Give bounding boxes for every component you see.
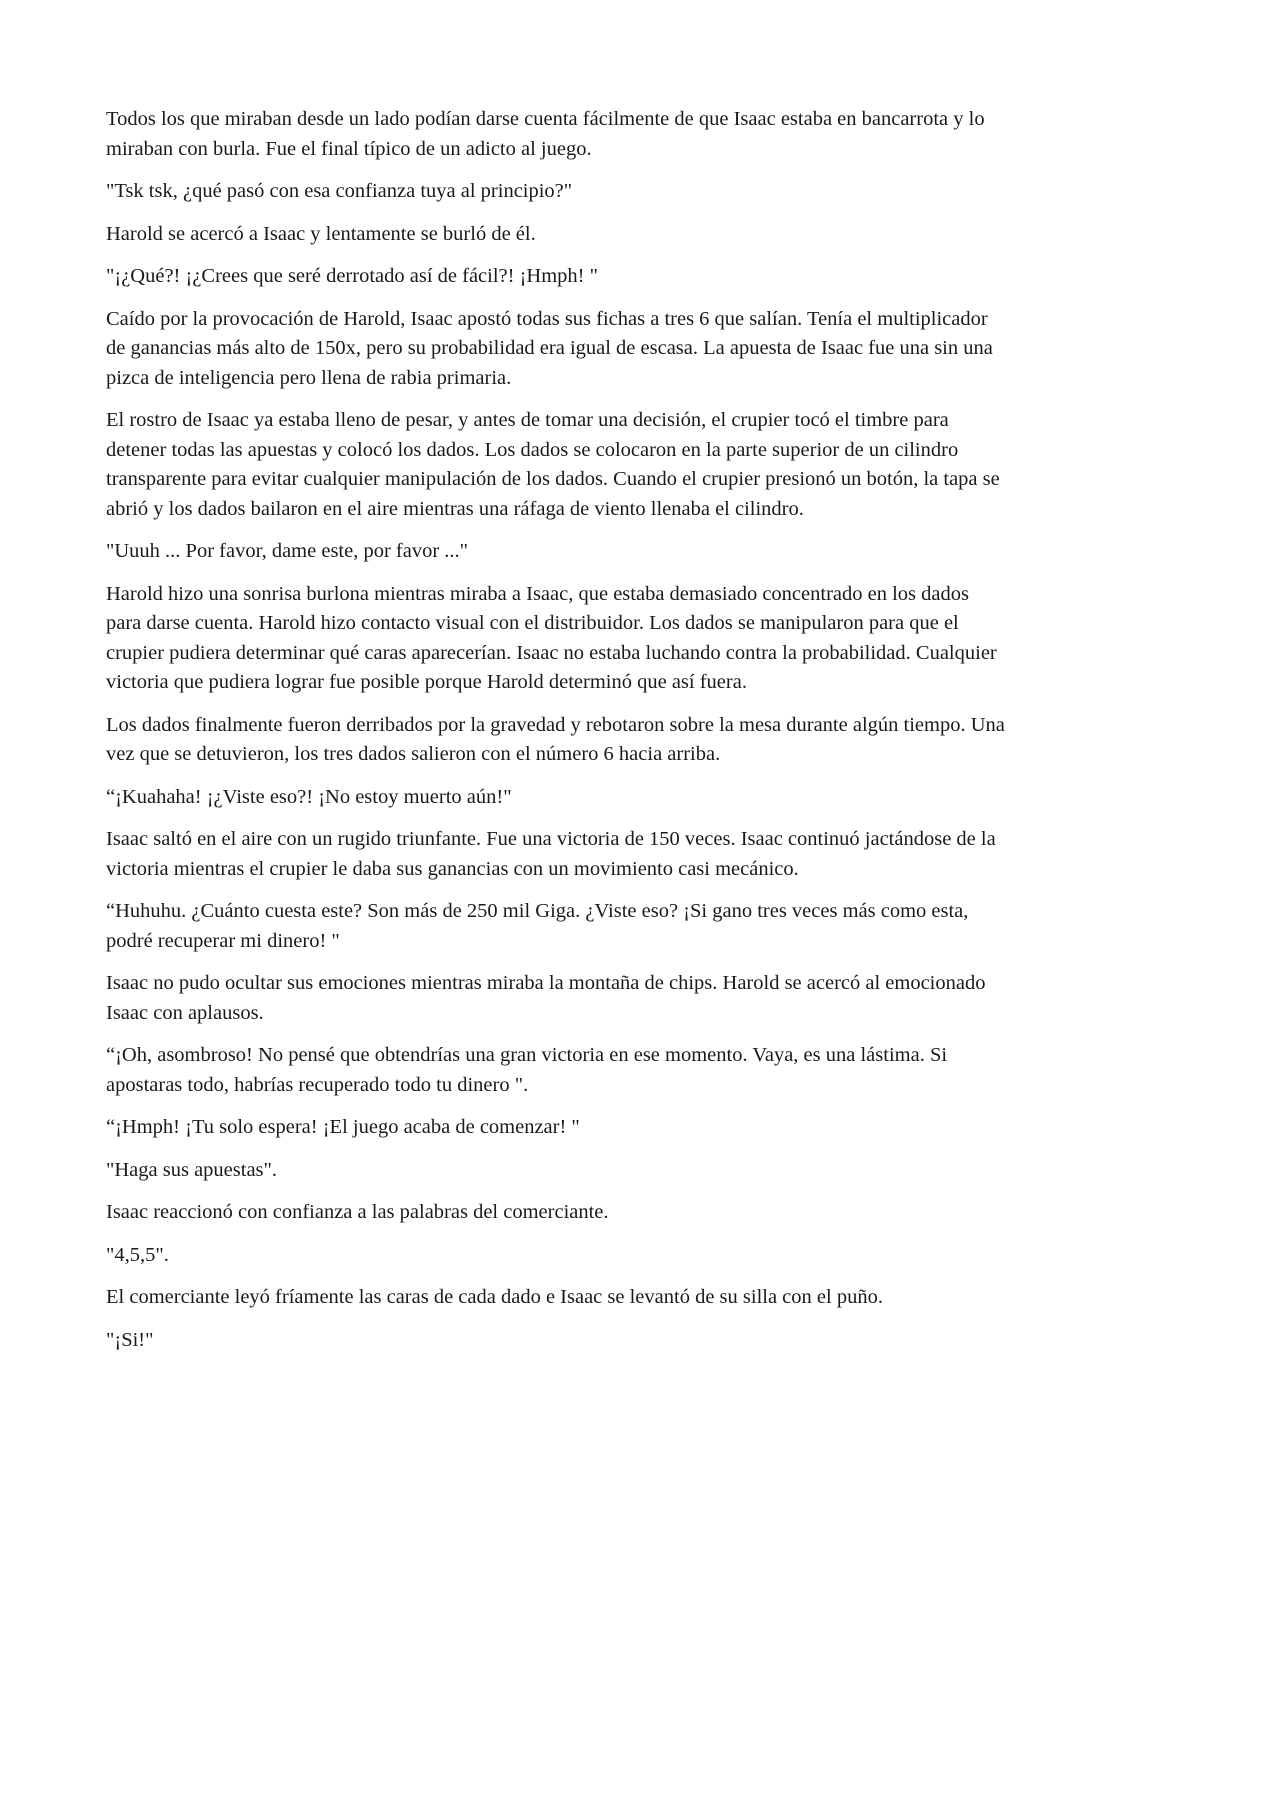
- paragraph: "¡Si!": [106, 1328, 154, 1351]
- paragraph: Harold hizo una sonrisa burlona mientras miraba a Isaac, que estaba demasiado concentrado en los dados para darse cuenta. Harold hizo contacto visual con el distribuidor. Los dados se manipularon para que el crupier pudiera determinar qué caras aparecerían. Isaac no estaba luchando contra la probabilidad. Cualquier victoria que pudiera lograr fue posible porque Harold determinó que así fuera.: [106, 582, 997, 693]
- paragraph: “¡Oh, asombroso! No pensé que obtendrías una gran victoria en ese momento. Vaya, es una lástima. Si apostaras todo, habrías recuperado todo tu dinero ".: [106, 1044, 948, 1096]
- paragraph: Los dados finalmente fueron derribados por la gravedad y rebotaron sobre la mesa durante algún tiempo. Una vez que se detuvieron, los tres dados salieron con el número 6 hacia arriba.: [106, 713, 1005, 765]
- paragraph: Isaac saltó en el aire con un rugido triunfante. Fue una victoria de 150 veces. Isaac continuó jactándose de la victoria mientras el crupier le daba sus ganancias con un movimiento casi mecánico.: [106, 828, 996, 880]
- paragraph: "¡¿Qué?! ¡¿Crees que seré derrotado así de fácil?! ¡Hmph! ": [106, 265, 598, 287]
- paragraph: “¡Hmph! ¡Tu solo espera! ¡El juego acaba de comenzar! ": [106, 1116, 580, 1138]
- paragraph: "Haga sus apuestas".: [106, 1158, 278, 1181]
- document-body: [106, 105, 1008, 1368]
- paragraph: El rostro de Isaac ya estaba lleno de pesar, y antes de tomar una decisión, el crupier tocó el timbre para detener todas las apuestas y colocó los dados. Los dados se colocaron en la parte superior de un cilindro transparente para evitar cualquier manipulación de los dados. Cuando el crupier presionó un botón, la tapa se abrió y los dados bailaron en el aire mientras una ráfaga de viento llenaba el cilindro.: [106, 409, 1000, 520]
- paragraph: "Uuuh ... Por favor, dame este, por favor ...": [106, 540, 469, 562]
- paragraph: "4,5,5".: [106, 1243, 169, 1266]
- paragraph: "Tsk tsk, ¿qué pasó con esa confianza tuya al principio?": [106, 180, 573, 202]
- paragraph: Isaac no pudo ocultar sus emociones mientras miraba la montaña de chips. Harold se acercó al emocionado Isaac con aplausos.: [106, 972, 986, 1024]
- paragraph: Harold se acercó a Isaac y lentamente se burló de él.: [106, 222, 536, 245]
- paragraph: Isaac reaccionó con confianza a las palabras del comerciante.: [106, 1201, 609, 1223]
- paragraph: “¡Kuahaha! ¡¿Viste eso?! ¡No estoy muerto aún!": [106, 785, 512, 808]
- paragraph: Todos los que miraban desde un lado podían darse cuenta fácilmente de que Isaac estaba en bancarrota y lo miraban con burla. Fue el final típico de un adicto al juego.: [106, 108, 985, 160]
- paragraph: Caído por la provocación de Harold, Isaac apostó todas sus fichas a tres 6 que salían. Tenía el multiplicador de ganancias más alto de 150x, pero su probabilidad era igual de escasa. La apuesta de Isaac fue una sin una pizca de inteligencia pero llena de rabia primaria.: [106, 307, 993, 389]
- paragraph: “Huhuhu. ¿Cuánto cuesta este? Son más de 250 mil Giga. ¿Viste eso? ¡Si gano tres veces más como esta, podré recuperar mi dinero! ": [106, 900, 969, 952]
- paragraph: El comerciante leyó fríamente las caras de cada dado e Isaac se levantó de su silla con el puño.: [106, 1286, 883, 1308]
